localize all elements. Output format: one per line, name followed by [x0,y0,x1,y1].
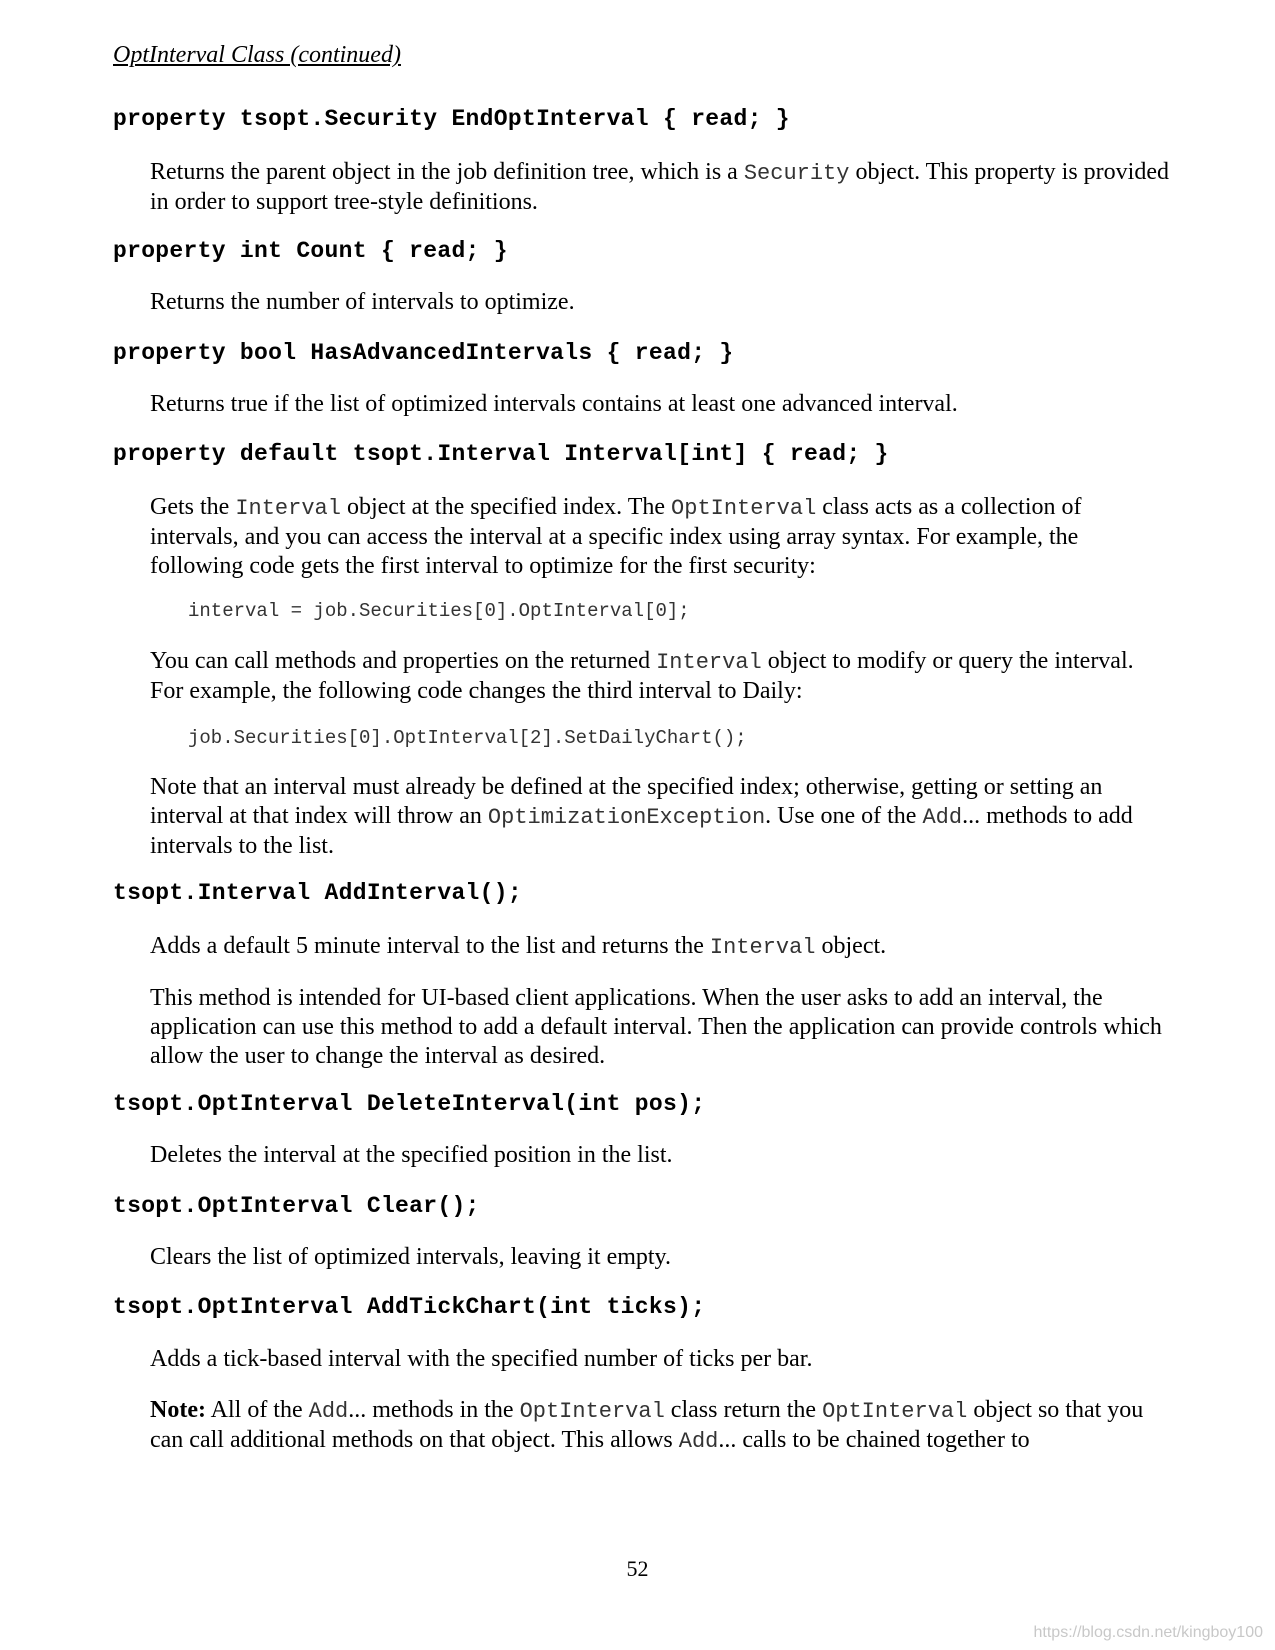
paragraph-interval-indexer: Gets the Interval object at the specified index. The OptInterval class acts as a collection of intervals, and you can access the interval at a specific index using array syntax. For example, the following code gets the first interval to optimize for the first security: [150,494,1082,579]
paragraph-has-advanced-intervals: Returns true if the list of optimized intervals contains at least one advanced interval. [150,391,958,417]
property-signature-end-opt-interval: property tsopt.Security EndOptInterval { read; } [113,106,790,132]
method-signature-delete-interval: tsopt.OptInterval DeleteInterval(int pos); [113,1091,706,1117]
code-example-get-interval: interval = job.Securities[0].OptInterval[0]; [188,600,690,622]
property-signature-has-advanced-intervals: property bool HasAdvancedIntervals { read; } [113,340,734,366]
paragraph-end-opt-interval: Returns the parent object in the job definition tree, which is a Security object. This property is provided in order to support tree-style definitions. [150,159,1169,215]
watermark: https://blog.csdn.net/kingboy100 [1033,1624,1263,1641]
paragraph-add-methods-note: Note: All of the Add... methods in the OptInterval class return the OptInterval object so that you can call additional methods on that object. This allows Add... calls to be chained together to [150,1397,1144,1454]
paragraph-modify-interval: You can call methods and properties on the returned Interval object to modify or query the interval. For example, the following code changes the third interval to Daily: [150,648,1134,704]
method-signature-add-tick-chart: tsopt.OptInterval AddTickChart(int ticks); [113,1294,706,1320]
page-number: 52 [626,1556,649,1581]
section-header: OptInterval Class (continued) [113,42,401,68]
paragraph-interval-note: Note that an interval must already be defined at the specified index; otherwise, getting or setting an interval at that index will throw an OptimizationException. Use one of the Add... methods to add intervals to the list. [150,774,1133,859]
paragraph-delete-interval: Deletes the interval at the specified position in the list. [150,1142,673,1168]
property-signature-count: property int Count { read; } [113,238,508,264]
paragraph-add-tick-chart: Adds a tick-based interval with the specified number of ticks per bar. [150,1346,813,1372]
method-signature-clear: tsopt.OptInterval Clear(); [113,1193,480,1219]
paragraph-add-interval-usage: This method is intended for UI-based client applications. When the user asks to add an interval, the application can use this method to add a default interval. Then the application can provide controls which allow the user to change the interval as desired. [150,985,1162,1069]
paragraph-count: Returns the number of intervals to optimize. [150,289,575,315]
method-signature-add-interval: tsopt.Interval AddInterval(); [113,880,522,906]
paragraph-add-interval: Adds a default 5 minute interval to the list and returns the Interval object. [150,933,887,960]
code-example-set-daily: job.Securities[0].OptInterval[2].SetDailyChart(); [188,727,747,749]
paragraph-clear: Clears the list of optimized intervals, leaving it empty. [150,1244,671,1270]
property-signature-interval-indexer: property default tsopt.Interval Interval[int] { read; } [113,441,889,467]
